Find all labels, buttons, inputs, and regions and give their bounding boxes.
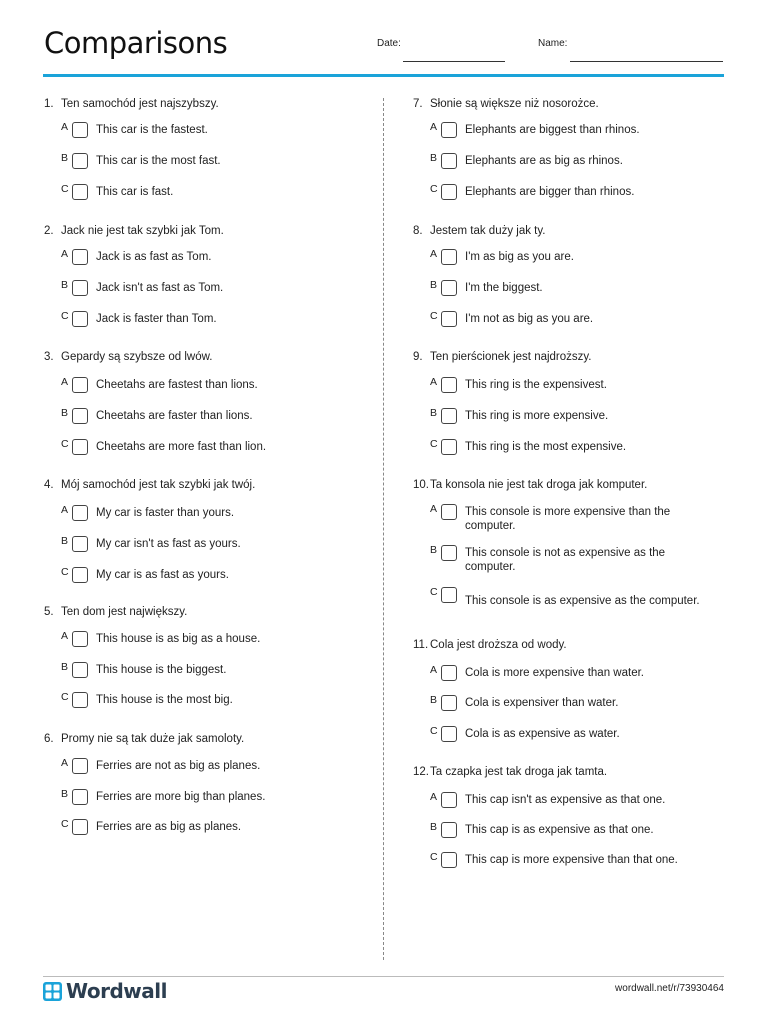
- wordwall-logo-icon: [43, 982, 62, 1001]
- date-field[interactable]: [403, 61, 505, 62]
- option-text: This car is the fastest.: [96, 124, 208, 136]
- answer-checkbox[interactable]: [441, 153, 457, 169]
- option-letter: B: [61, 661, 69, 673]
- name-field[interactable]: [570, 61, 723, 62]
- answer-checkbox[interactable]: [441, 792, 457, 808]
- option-letter: B: [430, 152, 438, 164]
- option-letter: B: [61, 535, 69, 547]
- option-letter: A: [61, 376, 69, 388]
- option-letter: B: [61, 152, 69, 164]
- brand-name: Wordwall: [66, 979, 167, 1003]
- option-letter: C: [61, 438, 69, 450]
- option-text: Ferries are more big than planes.: [96, 791, 266, 803]
- option-text: I'm the biggest.: [465, 282, 543, 294]
- option-letter: A: [61, 630, 69, 642]
- question-text: Ten pierścionek jest najdroższy.: [430, 351, 592, 363]
- option-text: Cheetahs are fastest than lions.: [96, 379, 258, 391]
- option-text: Cola is more expensive than water.: [465, 667, 644, 679]
- date-label: Date:: [377, 38, 401, 49]
- option-text: My car isn't as fast as yours.: [96, 538, 241, 550]
- option-letter: C: [430, 851, 438, 863]
- page-title: Comparisons: [44, 26, 228, 60]
- option-text: This cap isn't as expensive as that one.: [465, 794, 666, 806]
- question-number: 12.: [413, 766, 429, 778]
- option-text: Ferries are as big as planes.: [96, 821, 242, 833]
- option-text: Ferries are not as big as planes.: [96, 760, 261, 772]
- option-letter: B: [61, 788, 69, 800]
- answer-checkbox[interactable]: [441, 439, 457, 455]
- answer-checkbox[interactable]: [72, 377, 88, 393]
- option-letter: B: [430, 694, 438, 706]
- option-text: This cap is more expensive than that one.: [465, 854, 678, 866]
- option-text: This house is the biggest.: [96, 664, 227, 676]
- answer-checkbox[interactable]: [72, 631, 88, 647]
- answer-checkbox[interactable]: [72, 439, 88, 455]
- option-letter: C: [61, 818, 69, 830]
- question-number: 7.: [413, 98, 423, 110]
- answer-checkbox[interactable]: [441, 665, 457, 681]
- option-text: This car is fast.: [96, 186, 174, 198]
- option-letter: C: [430, 310, 438, 322]
- answer-checkbox[interactable]: [441, 545, 457, 561]
- footer-url: wordwall.net/r/73930464: [615, 983, 724, 994]
- question-number: 6.: [44, 733, 54, 745]
- option-text: Elephants are as big as rhinos.: [465, 155, 623, 167]
- question-number: 5.: [44, 606, 54, 618]
- answer-checkbox[interactable]: [72, 249, 88, 265]
- question-number: 11.: [413, 639, 429, 651]
- option-letter: A: [61, 504, 69, 516]
- question-number: 10.: [413, 479, 429, 491]
- question-text: Ten dom jest największy.: [61, 606, 188, 618]
- option-letter: A: [430, 376, 438, 388]
- answer-checkbox[interactable]: [72, 758, 88, 774]
- answer-checkbox[interactable]: [72, 789, 88, 805]
- answer-checkbox[interactable]: [72, 819, 88, 835]
- option-text: This car is the most fast.: [96, 155, 221, 167]
- answer-checkbox[interactable]: [72, 280, 88, 296]
- answer-checkbox[interactable]: [441, 184, 457, 200]
- answer-checkbox[interactable]: [441, 249, 457, 265]
- answer-checkbox[interactable]: [72, 692, 88, 708]
- option-text: This console is as expensive as the computer.: [465, 595, 700, 607]
- option-letter: A: [61, 757, 69, 769]
- question-number: 9.: [413, 351, 423, 363]
- option-text: This house is as big as a house.: [96, 633, 261, 645]
- option-letter: C: [430, 586, 438, 598]
- question-number: 2.: [44, 225, 54, 237]
- option-text: This house is the most big.: [96, 694, 233, 706]
- answer-checkbox[interactable]: [72, 536, 88, 552]
- answer-checkbox[interactable]: [441, 726, 457, 742]
- option-text: Jack is as fast as Tom.: [96, 251, 212, 263]
- answer-checkbox[interactable]: [441, 852, 457, 868]
- option-text: Jack isn't as fast as Tom.: [96, 282, 224, 294]
- option-letter: C: [430, 183, 438, 195]
- option-text: My car is as fast as yours.: [96, 569, 229, 581]
- name-label: Name:: [538, 38, 568, 49]
- question-number: 4.: [44, 479, 54, 491]
- question-text: Mój samochód jest tak szybki jak twój.: [61, 479, 256, 491]
- option-text: This console is not as expensive as the computer.: [465, 547, 666, 573]
- answer-checkbox[interactable]: [72, 122, 88, 138]
- option-text: My car is faster than yours.: [96, 507, 235, 519]
- option-letter: A: [430, 503, 438, 515]
- option-text: This console is more expensive than the computer.: [465, 506, 671, 532]
- answer-checkbox[interactable]: [441, 822, 457, 838]
- question-text: Ta konsola nie jest tak droga jak komputer.: [430, 479, 648, 491]
- question-text: Ten samochód jest najszybszy.: [61, 98, 219, 110]
- footer-divider: [43, 976, 724, 977]
- question-text: Ta czapka jest tak droga jak tamta.: [430, 766, 608, 778]
- answer-checkbox[interactable]: [72, 153, 88, 169]
- question-text: Jack nie jest tak szybki jak Tom.: [61, 225, 224, 237]
- option-letter: B: [430, 544, 438, 556]
- option-text: Cola is as expensive as water.: [465, 728, 620, 740]
- answer-checkbox[interactable]: [72, 408, 88, 424]
- question-text: Jestem tak duży jak ty.: [430, 225, 546, 237]
- answer-checkbox[interactable]: [72, 662, 88, 678]
- question-text: Słonie są większe niż nosorożce.: [430, 98, 599, 110]
- option-text: I'm not as big as you are.: [465, 313, 594, 325]
- option-letter: A: [430, 664, 438, 676]
- option-letter: C: [430, 725, 438, 737]
- answer-checkbox[interactable]: [72, 505, 88, 521]
- option-letter: C: [61, 566, 69, 578]
- answer-checkbox[interactable]: [441, 377, 457, 393]
- answer-checkbox[interactable]: [441, 408, 457, 424]
- option-letter: B: [61, 279, 69, 291]
- option-letter: B: [430, 821, 438, 833]
- answer-checkbox[interactable]: [72, 184, 88, 200]
- column-divider: [383, 98, 384, 960]
- question-text: Cola jest droższa od wody.: [430, 639, 567, 651]
- option-letter: C: [61, 183, 69, 195]
- option-letter: A: [430, 248, 438, 260]
- answer-checkbox[interactable]: [441, 695, 457, 711]
- option-text: This ring is the most expensive.: [465, 441, 627, 453]
- answer-checkbox[interactable]: [441, 311, 457, 327]
- question-number: 3.: [44, 351, 54, 363]
- option-text: Cheetahs are faster than lions.: [96, 410, 253, 422]
- option-letter: B: [430, 279, 438, 291]
- option-letter: A: [61, 248, 69, 260]
- option-text: This ring is the expensivest.: [465, 379, 607, 391]
- answer-checkbox[interactable]: [441, 280, 457, 296]
- option-text: I'm as big as you are.: [465, 251, 574, 263]
- option-text: Jack is faster than Tom.: [96, 313, 217, 325]
- option-text: Elephants are biggest than rhinos.: [465, 124, 640, 136]
- option-text: Elephants are bigger than rhinos.: [465, 186, 635, 198]
- answer-checkbox[interactable]: [441, 122, 457, 138]
- header-divider: [43, 74, 724, 77]
- option-text: Cheetahs are more fast than lion.: [96, 441, 267, 453]
- question-number: 8.: [413, 225, 423, 237]
- question-text: Promy nie są tak duże jak samoloty.: [61, 733, 245, 745]
- question-number: 1.: [44, 98, 54, 110]
- option-letter: C: [61, 691, 69, 703]
- option-letter: C: [430, 438, 438, 450]
- option-letter: B: [430, 407, 438, 419]
- option-text: This cap is as expensive as that one.: [465, 824, 654, 836]
- answer-checkbox[interactable]: [441, 587, 457, 603]
- option-text: Cola is expensiver than water.: [465, 697, 619, 709]
- option-letter: A: [61, 121, 69, 133]
- option-letter: A: [430, 121, 438, 133]
- answer-checkbox[interactable]: [72, 311, 88, 327]
- option-letter: B: [61, 407, 69, 419]
- answer-checkbox[interactable]: [72, 567, 88, 583]
- question-text: Gepardy są szybsze od lwów.: [61, 351, 213, 363]
- option-letter: C: [61, 310, 69, 322]
- option-letter: A: [430, 791, 438, 803]
- option-text: This ring is more expensive.: [465, 410, 609, 422]
- answer-checkbox[interactable]: [441, 504, 457, 520]
